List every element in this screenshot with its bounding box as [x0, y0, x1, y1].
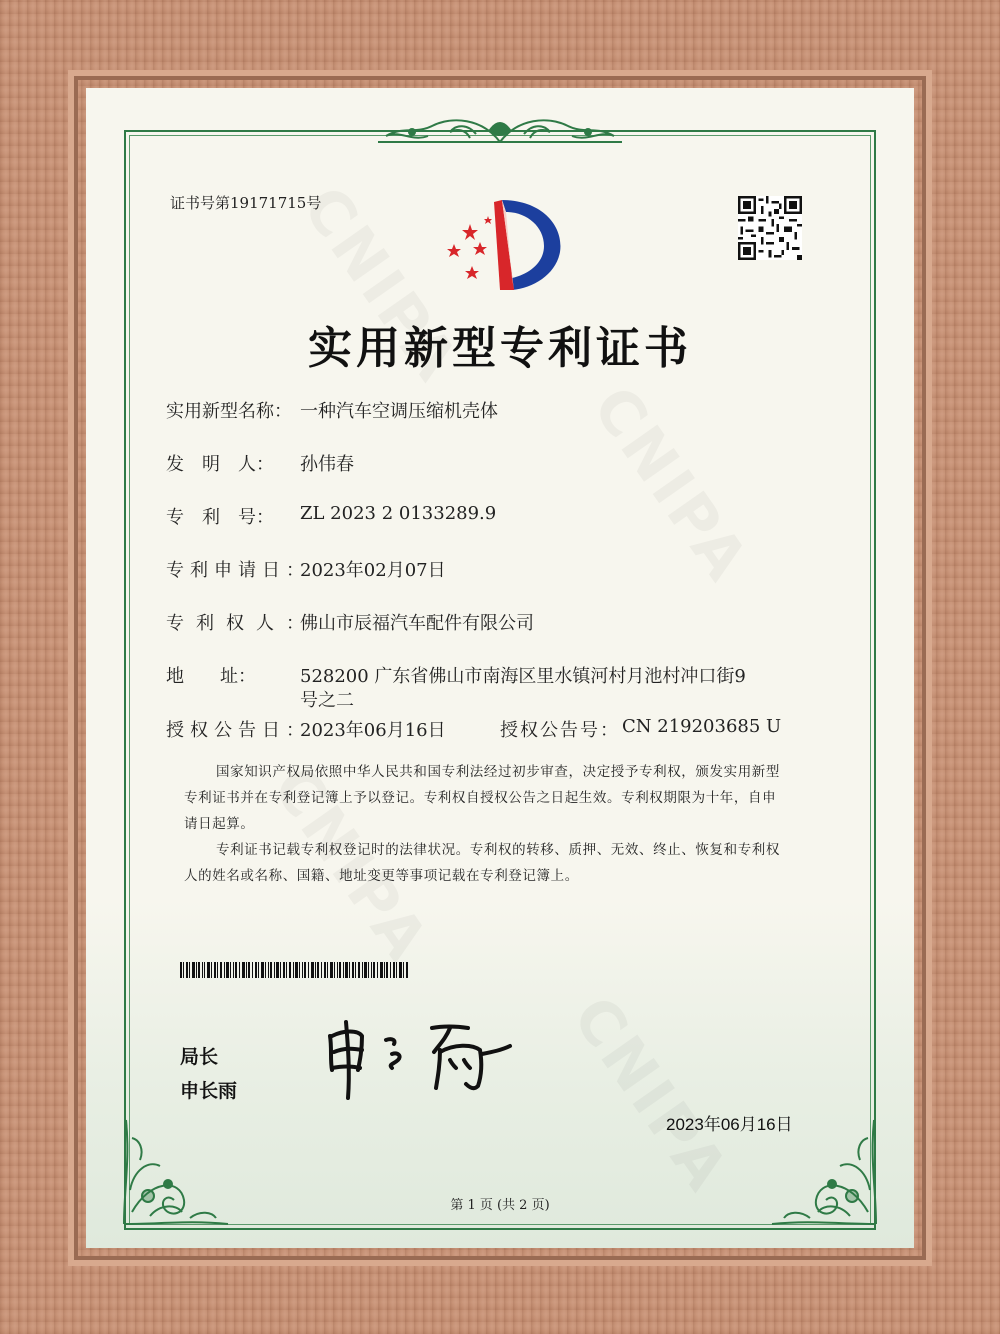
paragraph-2-line-2: 人的姓名或名称、国籍、地址变更等事项记载在专利登记簿上。	[184, 868, 579, 884]
issue-date: 2023年06月16日	[666, 1115, 793, 1134]
qr-code-icon	[738, 196, 802, 260]
grant-date-value: 2023年06月16日	[300, 720, 446, 741]
certificate-number: 证书号第19171715号	[170, 194, 322, 212]
grant-date-label: 授权公告日：	[166, 720, 310, 741]
cnipa-logo-icon	[434, 192, 568, 294]
filing-date-value: 2023年02月07日	[300, 560, 446, 581]
signature-image	[322, 1014, 514, 1102]
holder-value: 佛山市辰福汽车配件有限公司	[300, 613, 534, 634]
address-line-2: 号之二	[300, 690, 354, 711]
page-info: 第 1 页 (共 2 页)	[450, 1198, 550, 1213]
patent-no-label: 专 利 号：	[166, 507, 274, 528]
certificate-title: 实用新型专利证书	[308, 323, 692, 374]
paragraph-1-line-3: 请日起算。	[184, 816, 255, 832]
address-label: 地 址：	[166, 666, 256, 687]
address-line-1: 528200 广东省佛山市南海区里水镇河村月池村冲口街9	[300, 666, 746, 687]
inventor-value: 孙伟春	[300, 454, 354, 475]
grant-no-label: 授权公告号：	[500, 720, 620, 741]
patent-no-value: ZL 2023 2 0133289.9	[300, 503, 497, 524]
filing-date-label: 专利申请日：	[166, 560, 310, 581]
paragraph-1-line-2: 专利证书并在专利登记簿上予以登记。专利权自授权公告之日起生效。专利权期限为十年，自申	[184, 790, 777, 806]
grant-no-value: CN 219203685 U	[622, 716, 782, 737]
signer-name: 申长雨	[180, 1080, 238, 1102]
top-ornament-icon	[372, 112, 628, 154]
paragraph-1-line-1: 国家知识产权局依照中华人民共和国专利法经过初步审查，决定授予专利权，颁发实用新型	[216, 764, 780, 780]
barcode-icon	[180, 962, 408, 978]
paragraph-2-line-1: 专利证书记载专利权登记时的法律状况。专利权的转移、质押、无效、终止、恢复和专利权	[216, 842, 780, 858]
name-label: 实用新型名称：	[166, 401, 292, 422]
name-value: 一种汽车空调压缩机壳体	[300, 401, 498, 422]
inventor-label: 发 明 人：	[166, 454, 274, 475]
holder-label: 专利权人：	[166, 613, 316, 634]
signer-title: 局长	[180, 1046, 219, 1068]
